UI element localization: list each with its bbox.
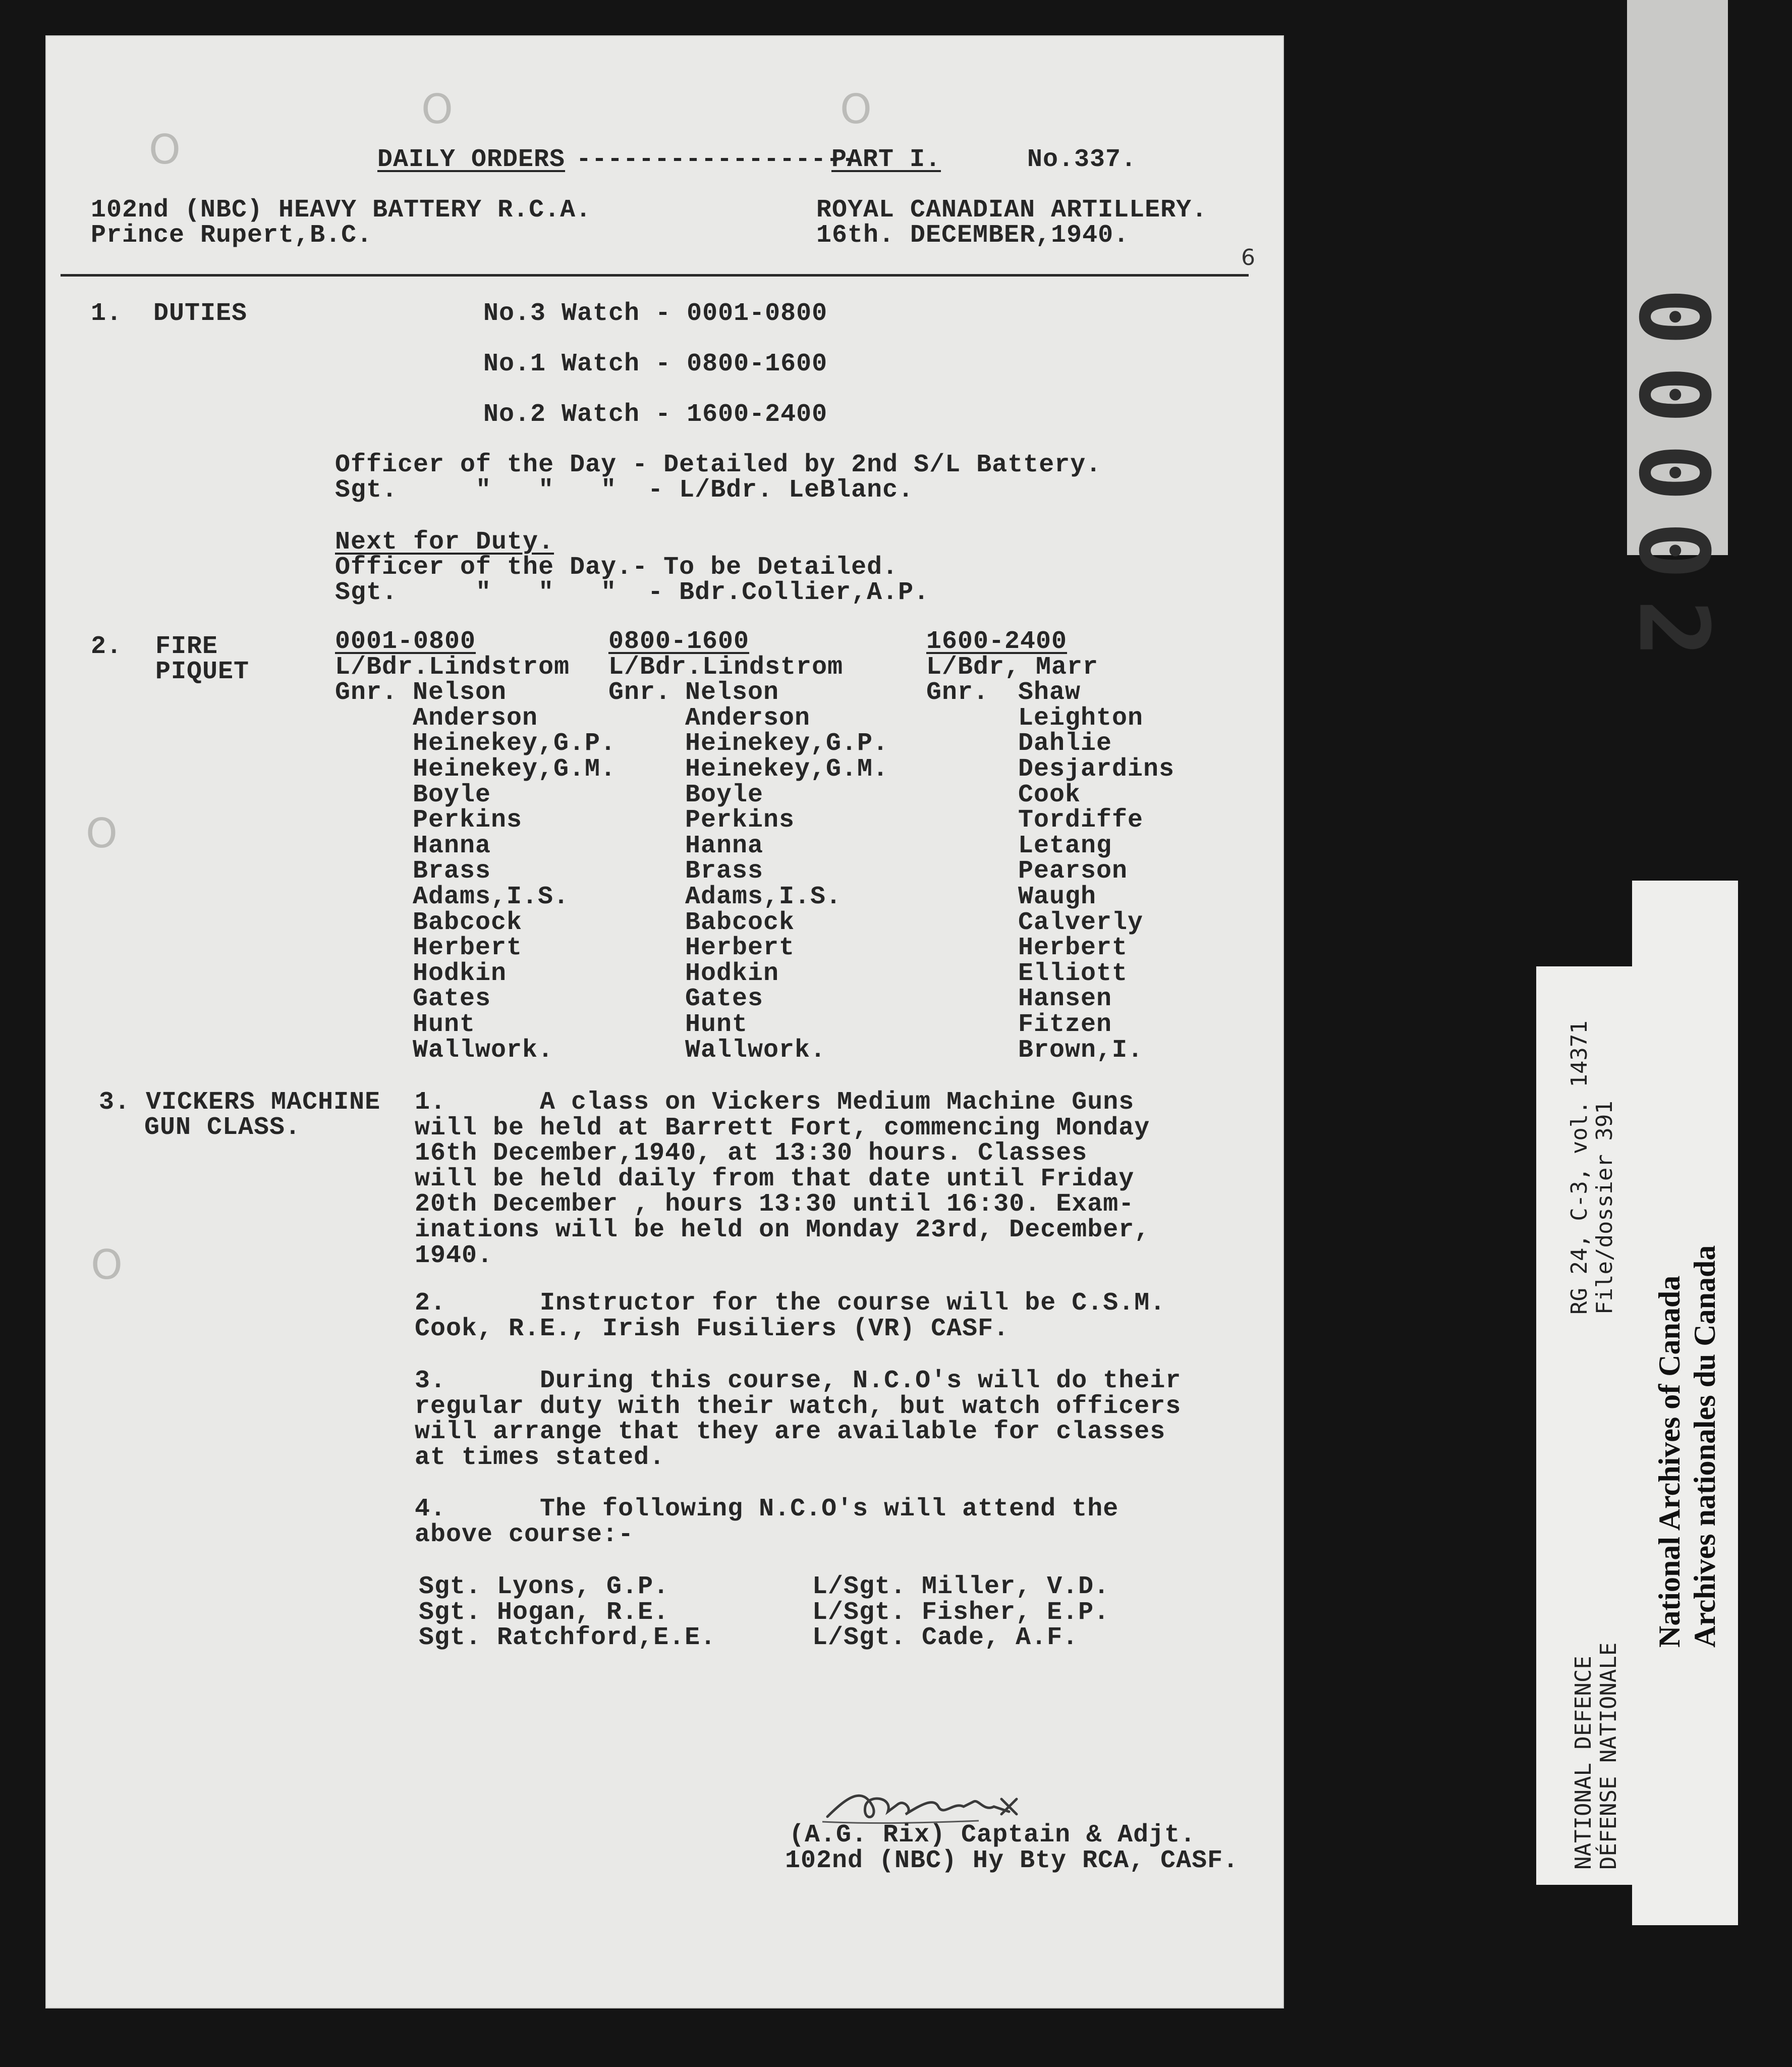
watch-time-heading: 1600-2400 (926, 627, 1068, 656)
section-fire-number: 2. (91, 632, 123, 661)
gunner-name: Perkins (685, 806, 795, 835)
gunner-name: Boyle (685, 780, 764, 809)
gunner-name: Shaw (1018, 678, 1081, 708)
gunner-name: Hunt (413, 1010, 476, 1039)
attendee: Sgt. Ratchford,E.E. (419, 1623, 716, 1653)
officer-of-day: Officer of the Day - Detailed by 2nd S/L Battery. (335, 451, 1102, 479)
gunner-name: Brass (685, 857, 764, 886)
gunner-name: Gates (413, 985, 491, 1014)
gnr-prefix: Gnr. (608, 678, 671, 708)
punch-hole: O (421, 86, 453, 133)
paragraph-line: above course:- (415, 1520, 634, 1549)
next-officer-of-day: Officer of the Day.- To be Detailed. (335, 553, 899, 582)
gunner-name: Adams,I.S. (685, 883, 842, 911)
paragraph-line: 3. During this course, N.C.O's will do their (415, 1367, 1182, 1395)
sgt-of-day: Sgt. " " " - L/Bdr. LeBlanc. (335, 476, 914, 505)
watch-lbdr: L/Bdr.Lindstrom (608, 652, 844, 682)
paragraph-line: 1940. (415, 1241, 493, 1270)
gunner-name: Babcock (413, 908, 523, 937)
gunner-name: Nelson (413, 678, 507, 708)
gunner-name: Leighton (1018, 703, 1144, 733)
header-rule (61, 274, 1249, 277)
gunner-name: Hodkin (413, 959, 507, 988)
gunner-name: Heinekey,G.M. (413, 755, 617, 784)
reference-stamp (1536, 966, 1645, 1885)
attendee: L/Sgt. Miller, V.D. (812, 1572, 1110, 1601)
archives-line-en: National Archives of Canada (1653, 1275, 1686, 1648)
gunner-name: Nelson (685, 678, 779, 708)
watch-line: No.3 Watch - 0001-0800 (483, 299, 828, 328)
attendee: Sgt. Lyons, G.P. (419, 1572, 669, 1601)
paragraph-line: will arrange that they are available for classes (415, 1418, 1166, 1447)
paragraph-line: 1. A class on Vickers Medium Machine Guns (415, 1088, 1135, 1117)
department-line: DÉFENSE NATIONALE (1596, 1642, 1621, 1870)
paragraph-line: regular duty with their watch, but watch officers (415, 1392, 1182, 1421)
gunner-name: Anderson (413, 703, 538, 733)
department-line: NATIONAL DEFENCE (1571, 1656, 1596, 1870)
gunner-name: Brown,I. (1018, 1036, 1144, 1065)
paragraph-line: 2. Instructor for the course will be C.S.M. (415, 1289, 1166, 1318)
paragraph-line: will be held daily from that date until Friday (415, 1164, 1135, 1193)
gunner-name: Herbert (413, 934, 523, 963)
paragraph-line: 20th December , hours 13:30 until 16:30. Exam- (415, 1190, 1135, 1219)
gunner-name: Wallwork. (413, 1036, 554, 1065)
watch-time-heading: 0001-0800 (335, 627, 476, 656)
doc-date: 16th. DECEMBER,1940. (816, 221, 1130, 250)
title-dashes: ------------------ (576, 145, 858, 174)
doc-part: PART I. (831, 145, 941, 174)
gunner-name: Elliott (1018, 959, 1128, 988)
gunner-name: Perkins (413, 806, 523, 835)
gunner-name: Babcock (685, 908, 795, 937)
gunner-name: Fitzen (1018, 1010, 1112, 1039)
gunner-name: Boyle (413, 780, 491, 809)
attendee: L/Sgt. Fisher, E.P. (812, 1598, 1110, 1627)
gunner-name: Cook (1018, 780, 1081, 809)
watch-line: No.1 Watch - 0800-1600 (483, 350, 828, 378)
unit-name: 102nd (NBC) HEAVY BATTERY R.C.A. (91, 196, 592, 225)
doc-number: No.337. (1027, 145, 1137, 174)
paragraph-line: Cook, R.E., Irish Fusiliers (VR) CASF. (415, 1314, 1010, 1343)
gunner-name: Hanna (413, 831, 491, 860)
reference-line: RG 24, C-3, vol. 14371 (1566, 1020, 1592, 1315)
page-mark: 6 (1241, 245, 1255, 270)
reference-line: File/dossier 391 (1592, 1101, 1617, 1315)
unit-location: Prince Rupert,B.C. (91, 221, 373, 250)
paragraph-line: inations will be held on Monday 23rd, December, (415, 1216, 1150, 1244)
gunner-name: Anderson (685, 703, 811, 733)
watch-line: No.2 Watch - 1600-2400 (483, 400, 828, 429)
gunner-name: Hansen (1018, 985, 1112, 1014)
punch-hole: O (840, 86, 872, 133)
paragraph-line: 4. The following N.C.O's will attend the (415, 1495, 1119, 1524)
watch-time-heading: 0800-1600 (608, 627, 750, 656)
gunner-name: Heinekey,G.P. (413, 729, 617, 758)
section-fire-label: PIQUET (155, 658, 250, 686)
corps-name: ROYAL CANADIAN ARTILLERY. (816, 196, 1208, 225)
gunner-name: Hanna (685, 831, 764, 860)
section-vickers-label: GUN CLASS. (144, 1113, 301, 1142)
gunner-name: Heinekey,G.M. (685, 755, 889, 784)
archives-stamp (1632, 881, 1738, 1925)
section-vickers-label: 3. VICKERS MACHINE (99, 1088, 381, 1117)
gunner-name: Desjardins (1018, 755, 1175, 784)
gunner-name: Herbert (685, 934, 795, 963)
archive-number-strip (1617, 0, 1729, 678)
gnr-prefix: Gnr. (926, 678, 989, 708)
gnr-prefix: Gnr. (335, 678, 398, 708)
signature-unit: 102nd (NBC) Hy Bty RCA, CASF. (785, 1846, 1239, 1875)
attendee: L/Sgt. Cade, A.F. (812, 1623, 1079, 1653)
gunner-name: Herbert (1018, 934, 1128, 963)
gunner-name: Gates (685, 985, 764, 1014)
gunner-name: Calverly (1018, 908, 1144, 937)
paragraph-line: 16th December,1940, at 13:30 hours. Classes (415, 1139, 1088, 1168)
gunner-name: Hodkin (685, 959, 779, 988)
punch-hole: O (91, 1241, 123, 1288)
doc-title: DAILY ORDERS (377, 145, 566, 174)
gunner-name: Pearson (1018, 857, 1128, 886)
punch-hole: O (86, 810, 118, 857)
section-fire-label: FIRE (155, 632, 218, 661)
gunner-name: Letang (1018, 831, 1112, 860)
gunner-name: Heinekey,G.P. (685, 729, 889, 758)
gunner-name: Dahlie (1018, 729, 1112, 758)
archive-number: 00002 (1617, 288, 1729, 678)
gunner-name: Tordiffe (1018, 806, 1144, 835)
watch-lbdr: L/Bdr, Marr (926, 652, 1099, 682)
signature-name: (A.G. Rix) Captain & Adjt. (789, 1821, 1196, 1850)
gunner-name: Waugh (1018, 883, 1097, 911)
next-sgt-of-day: Sgt. " " " - Bdr.Collier,A.P. (335, 578, 930, 607)
gunner-name: Brass (413, 857, 491, 886)
gunner-name: Adams,I.S. (413, 883, 570, 911)
gunner-name: Hunt (685, 1010, 748, 1039)
attendee: Sgt. Hogan, R.E. (419, 1598, 669, 1627)
punch-hole: O (149, 126, 181, 173)
next-for-duty-heading: Next for Duty. (335, 528, 554, 557)
archives-line-fr: Archives nationales du Canada (1688, 1245, 1721, 1648)
watch-lbdr: L/Bdr.Lindstrom (335, 652, 570, 682)
paragraph-line: will be held at Barrett Fort, commencing Monday (415, 1113, 1150, 1143)
paragraph-line: at times stated. (415, 1443, 665, 1472)
section-duties-label: 1. DUTIES (91, 299, 248, 328)
gunner-name: Wallwork. (685, 1036, 826, 1065)
